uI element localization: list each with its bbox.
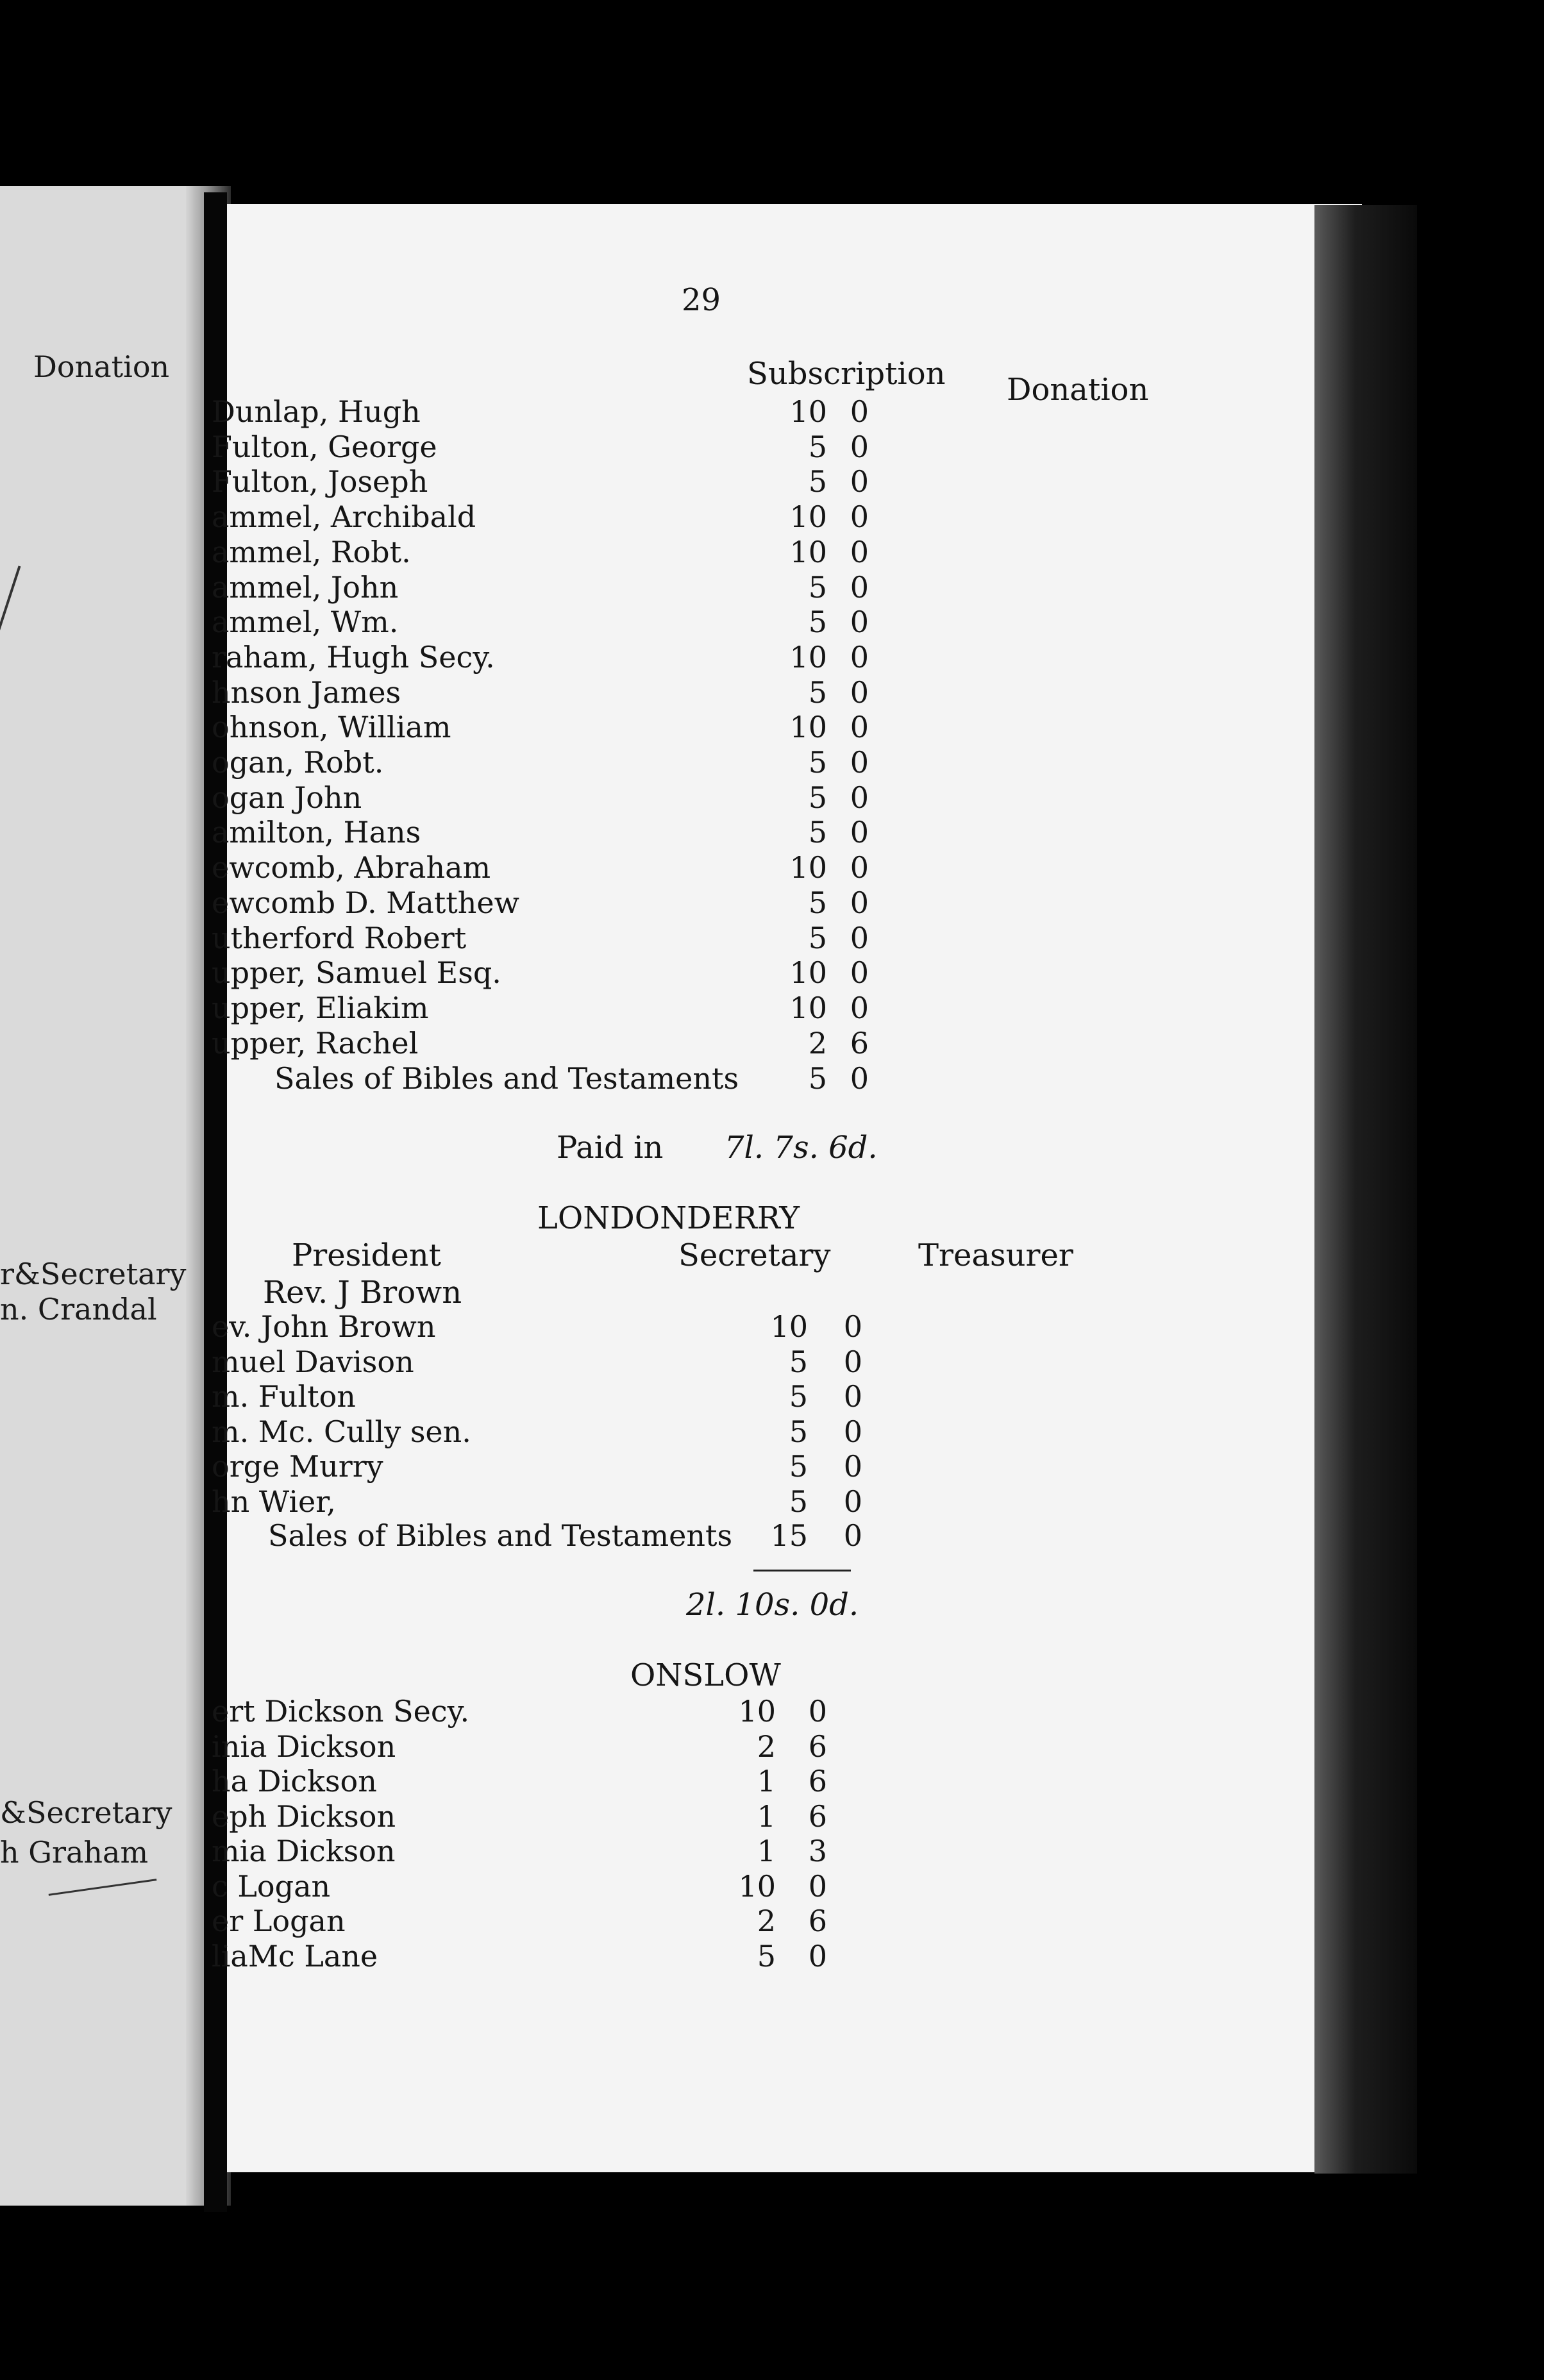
- list-item-donation: 0: [850, 885, 869, 920]
- list-item-name: ammel, Archibald: [212, 499, 476, 535]
- list-item-donation: 0: [850, 605, 869, 640]
- list-item-name: er Logan: [212, 1904, 346, 1938]
- left-graham-name: h Graham: [0, 1835, 149, 1870]
- list-item-subscription: 10: [789, 639, 827, 675]
- president-name: Rev. J Brown: [263, 1275, 462, 1311]
- list-item-donation: 0: [850, 569, 869, 605]
- president-label: President: [292, 1237, 441, 1273]
- list-item-donation: 0: [808, 1938, 827, 1974]
- list-item-name: mia Dickson: [212, 1834, 396, 1868]
- list-item-donation: 0: [850, 534, 869, 569]
- list-item-subscription: 2: [757, 1729, 776, 1764]
- list-item-name: upper, Samuel Esq.: [212, 955, 501, 991]
- secretary-label: Secretary: [678, 1237, 831, 1273]
- list-item-donation: 0: [843, 1344, 862, 1379]
- list-item-subscription: 10: [738, 1694, 776, 1729]
- list-item-donation: 0: [843, 1309, 862, 1344]
- list-item-name: ewcomb D. Matthew: [212, 885, 519, 920]
- list-item-name: c Logan: [212, 1868, 331, 1904]
- list-item-name: ewcomb, Abraham: [212, 850, 491, 885]
- list-item-donation: 6: [850, 1025, 869, 1060]
- list-item-name: m. Mc. Cully sen.: [212, 1414, 471, 1449]
- list-item-subscription: 10: [789, 710, 827, 745]
- list-item-donation: 3: [808, 1834, 827, 1868]
- list-item-name: amilton, Hans: [212, 815, 421, 850]
- list-item-name: Fulton, Joseph: [212, 464, 428, 499]
- list-item-name: utherford Robert: [212, 920, 467, 955]
- sales-donation-2: 0: [843, 1518, 862, 1553]
- list-item-donation: 0: [850, 745, 869, 780]
- list-item-name: Fulton, George: [212, 429, 437, 464]
- list-item-name: ogan, Robt.: [212, 745, 384, 780]
- list-item-subscription: 5: [789, 1449, 808, 1484]
- left-secretary-label-2: &Secretary: [0, 1795, 172, 1830]
- left-donation-header: Donation: [33, 349, 170, 384]
- list-item-subscription: 5: [808, 429, 827, 464]
- sales-subscription-1: 5: [808, 1061, 827, 1096]
- list-item-subscription: 10: [789, 534, 827, 569]
- page-number: 29: [682, 282, 721, 318]
- list-item-subscription: 5: [789, 1414, 808, 1449]
- list-item-donation: 0: [843, 1414, 862, 1449]
- list-item-donation: 6: [808, 1798, 827, 1834]
- list-item-subscription: 5: [808, 605, 827, 640]
- list-item-subscription: 10: [738, 1868, 776, 1904]
- list-item-subscription: 5: [789, 1344, 808, 1379]
- list-item-donation: 0: [850, 394, 869, 429]
- list-item-name: ogan John: [212, 780, 362, 815]
- londonderry-total: 2l. 10s. 0d.: [686, 1587, 859, 1623]
- list-item-donation: 0: [850, 850, 869, 885]
- list-item-subscription: 5: [808, 920, 827, 955]
- list-item-donation: 0: [843, 1484, 862, 1519]
- sales-label-2: Sales of Bibles and Testaments: [268, 1518, 733, 1553]
- list-item-subscription: 10: [789, 955, 827, 991]
- list-item-subscription: 10: [789, 850, 827, 885]
- list-item-name: upper, Eliakim: [212, 990, 429, 1025]
- list-item-donation: 0: [850, 815, 869, 850]
- paid-in-label: Paid in: [557, 1130, 664, 1166]
- list-item-donation: 0: [843, 1379, 862, 1414]
- treasurer-label: Treasurer: [918, 1237, 1073, 1273]
- list-item-donation: 0: [850, 639, 869, 675]
- list-item-donation: 0: [850, 780, 869, 815]
- list-item-donation: 0: [808, 1694, 827, 1729]
- list-item-name: m. Fulton: [212, 1379, 356, 1414]
- list-item-name: ammel, Wm.: [212, 605, 399, 640]
- list-item-subscription: 5: [808, 885, 827, 920]
- list-item-subscription: 5: [808, 815, 827, 850]
- list-item-name: hn Wier,: [212, 1484, 336, 1519]
- list-item-name: liaMc Lane: [212, 1938, 378, 1974]
- list-item-subscription: 5: [808, 569, 827, 605]
- list-item-name: hnson James: [212, 675, 401, 710]
- list-item-name: ev. John Brown: [212, 1309, 436, 1344]
- list-item-name: eph Dickson: [212, 1798, 396, 1834]
- list-item-subscription: 5: [789, 1484, 808, 1519]
- list-item-subscription: 1: [757, 1798, 776, 1834]
- list-item-name: ha Dickson: [212, 1764, 377, 1798]
- list-item-name: ohnson, William: [212, 710, 451, 745]
- list-item-donation: 0: [843, 1449, 862, 1484]
- list-item-donation: 0: [850, 710, 869, 745]
- list-item-donation: 6: [808, 1729, 827, 1764]
- list-item-donation: 6: [808, 1904, 827, 1938]
- list-item-donation: 0: [850, 955, 869, 991]
- list-item-subscription: 1: [757, 1764, 776, 1798]
- sales-label-1: Sales of Bibles and Testaments: [274, 1061, 739, 1096]
- list-item-name: ammel, John: [212, 569, 399, 605]
- list-item-subscription: 5: [808, 675, 827, 710]
- list-item-subscription: 2: [757, 1904, 776, 1938]
- left-secretary-label: r&Secretary: [0, 1257, 187, 1291]
- list-item-subscription: 5: [789, 1379, 808, 1414]
- subscription-header: Subscription: [747, 356, 946, 392]
- list-item-name: ert Dickson Secy.: [212, 1694, 470, 1729]
- page-edge: [1314, 205, 1417, 2174]
- list-item-name: muel Davison: [212, 1344, 414, 1379]
- paid-in-total: 7l. 7s. 6d.: [725, 1130, 878, 1166]
- list-item-subscription: 10: [789, 990, 827, 1025]
- londonderry-title: LONDONDERRY: [537, 1200, 800, 1236]
- left-crandal-name: n. Crandal: [0, 1292, 157, 1327]
- list-item-name: inia Dickson: [212, 1729, 396, 1764]
- list-item-donation: 6: [808, 1764, 827, 1798]
- list-item-name: raham, Hugh Secy.: [212, 639, 495, 675]
- total-rule: [753, 1570, 851, 1571]
- list-item-name: ammel, Robt.: [212, 534, 411, 569]
- list-item-subscription: 10: [770, 1309, 808, 1344]
- list-item-donation: 0: [850, 920, 869, 955]
- list-item-subscription: 10: [789, 394, 827, 429]
- list-item-donation: 0: [808, 1868, 827, 1904]
- left-page: [0, 186, 204, 2206]
- list-item-donation: 0: [850, 499, 869, 535]
- list-item-subscription: 10: [789, 499, 827, 535]
- list-item-name: orge Murry: [212, 1449, 383, 1484]
- list-item-name: Dunlap, Hugh: [212, 394, 421, 429]
- list-item-donation: 0: [850, 990, 869, 1025]
- list-item-name: upper, Rachel: [212, 1025, 419, 1060]
- list-item-subscription: 5: [808, 780, 827, 815]
- list-item-subscription: 2: [808, 1025, 827, 1060]
- onslow-title: ONSLOW: [630, 1657, 781, 1693]
- sales-subscription-2: 15: [770, 1518, 808, 1553]
- list-item-subscription: 5: [808, 464, 827, 499]
- sales-donation-1: 0: [850, 1061, 869, 1096]
- list-item-subscription: 1: [757, 1834, 776, 1868]
- list-item-donation: 0: [850, 675, 869, 710]
- list-item-subscription: 5: [757, 1938, 776, 1974]
- list-item-subscription: 5: [808, 745, 827, 780]
- donation-header: Donation: [1007, 372, 1149, 408]
- list-item-donation: 0: [850, 464, 869, 499]
- list-item-donation: 0: [850, 429, 869, 464]
